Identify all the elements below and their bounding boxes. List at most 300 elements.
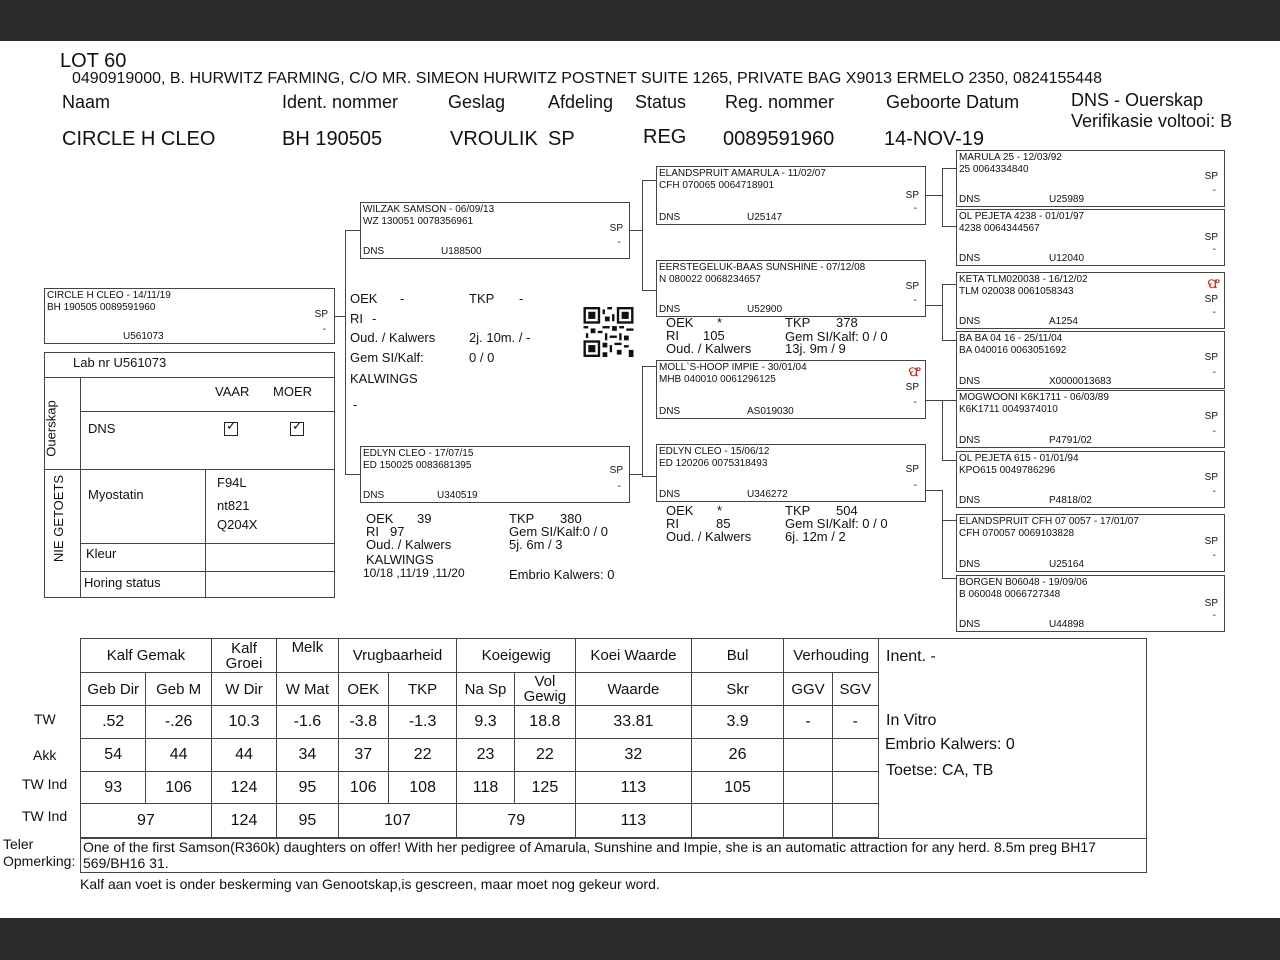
great-grandparent-box bbox=[956, 209, 1225, 266]
box-title: BORGEN B06048 - 19/09/06 bbox=[959, 577, 1088, 588]
box-dns: DNS bbox=[659, 489, 681, 500]
myostatin-label: Myostatin bbox=[88, 487, 144, 502]
box-ids: BH 190505 0089591960 bbox=[47, 302, 156, 313]
stat-label: OEK bbox=[666, 315, 694, 330]
box-sp: SP bbox=[905, 464, 919, 475]
stat-label: OEK bbox=[366, 511, 394, 526]
twind2-cell: 97 bbox=[81, 804, 212, 838]
box-sp: SP bbox=[314, 309, 328, 320]
stat-label: Gem SI/Kalf: bbox=[350, 350, 424, 365]
stat-value: 380 bbox=[560, 511, 582, 526]
extra-info-box bbox=[878, 638, 1147, 839]
remark-text: One of the first Samson(R360k) daughters on offer! With her pedigree of Amarula, Sunshine and Impie, she is an automatic attraction for any herd. 8.5m preg BH17 569/BH16 31. bbox=[83, 839, 1096, 871]
tw-cell: .52 bbox=[81, 706, 146, 739]
box-dns: DNS bbox=[959, 253, 981, 264]
connector bbox=[942, 400, 956, 401]
great-grandparent-box bbox=[956, 575, 1225, 632]
tw-cell: -1.3 bbox=[388, 706, 456, 739]
box-code: U188500 bbox=[441, 246, 482, 257]
row-label: TW bbox=[34, 711, 56, 727]
connector bbox=[942, 520, 956, 521]
box-ids: K6K1711 0049374010 bbox=[959, 404, 1058, 415]
twind-cell bbox=[784, 772, 832, 804]
remark-box bbox=[80, 838, 1147, 873]
connector bbox=[629, 474, 643, 475]
box-ids: 25 0064334840 bbox=[959, 164, 1029, 175]
connector bbox=[642, 366, 643, 476]
box-code: P4818/02 bbox=[1049, 495, 1092, 506]
sub-header: GGV bbox=[784, 673, 832, 706]
stat-value: 0 / 0 bbox=[469, 350, 495, 365]
box-dash: - bbox=[913, 397, 917, 408]
group-header-text: Kalf Groei bbox=[225, 639, 263, 672]
stat-value: - bbox=[400, 291, 405, 306]
box-code: X0000013683 bbox=[1049, 376, 1112, 387]
connector bbox=[345, 230, 346, 474]
moer-label: MOER bbox=[273, 384, 312, 399]
connector bbox=[345, 230, 361, 231]
divider bbox=[80, 377, 81, 597]
connector bbox=[345, 474, 361, 475]
dns-label: DNS bbox=[88, 421, 116, 436]
box-dns: DNS bbox=[959, 316, 981, 327]
sub-header: OEK bbox=[338, 673, 388, 706]
box-sp: SP bbox=[1204, 598, 1218, 609]
stat-label: Oud. / Kalwers bbox=[666, 529, 752, 544]
box-dns: DNS bbox=[659, 406, 681, 417]
box-dash: - bbox=[1212, 307, 1216, 318]
twind-cell: 125 bbox=[514, 772, 575, 804]
akk-cell: 22 bbox=[388, 739, 456, 772]
dam-box bbox=[360, 446, 630, 503]
box-ids: 4238 0064344567 bbox=[959, 223, 1040, 234]
akk-cell: 44 bbox=[211, 739, 276, 772]
sub-header: W Mat bbox=[277, 673, 338, 706]
box-dns: DNS bbox=[363, 246, 385, 257]
twind2-cell: 124 bbox=[211, 804, 276, 838]
great-grandparent-box bbox=[956, 390, 1225, 448]
tw-cell: 10.3 bbox=[211, 706, 276, 739]
kalwings-label: KALWINGS bbox=[366, 552, 434, 567]
stat-label: RI bbox=[666, 328, 679, 343]
animal-ident: BH 190505 bbox=[282, 128, 383, 150]
header-afdeling: Afdeling bbox=[548, 92, 614, 112]
sub-header: W Dir bbox=[211, 673, 276, 706]
box-ids: B 060048 0066727348 bbox=[959, 589, 1061, 600]
box-ids: TLM 020038 0061058343 bbox=[959, 286, 1074, 297]
box-code: U25164 bbox=[1049, 559, 1085, 570]
seller-info: 0490919000, B. HURWITZ FARMING, C/O MR. SIMEON HURWITZ POSTNET SUITE 1265, PRIVATE BAG X9013 ERMELO 2350, 0824155448 bbox=[72, 70, 1102, 87]
myostatin-value: F94L bbox=[217, 475, 247, 490]
box-dns: DNS bbox=[959, 376, 981, 387]
top-bar bbox=[0, 0, 1280, 41]
akk-cell: 44 bbox=[146, 739, 211, 772]
great-grandparent-box bbox=[956, 331, 1225, 389]
group-header bbox=[211, 639, 276, 673]
stat-value: - bbox=[519, 291, 524, 306]
twind2-cell: 79 bbox=[457, 804, 576, 838]
embrio-kalwers: Embrio Kalwers: 0 bbox=[509, 567, 615, 582]
twind-cell: 93 bbox=[81, 772, 146, 804]
row-label: TW Ind bbox=[22, 776, 68, 792]
stat-label: OEK bbox=[350, 291, 378, 306]
stat-value: 39 bbox=[417, 511, 432, 526]
box-dash: - bbox=[1212, 185, 1216, 196]
header-ident: Ident. nommer bbox=[282, 92, 399, 112]
twind-cell: 118 bbox=[457, 772, 514, 804]
stat-value: Gem SI/Kalf: 0 / 0 bbox=[785, 329, 888, 344]
performance-table bbox=[80, 638, 879, 838]
grandparent-box bbox=[656, 360, 926, 419]
tw-cell: -.26 bbox=[146, 706, 211, 739]
group-header: Koeigewig bbox=[457, 639, 576, 673]
tw-cell: 18.8 bbox=[514, 706, 575, 739]
group-header: Melk bbox=[277, 639, 338, 673]
box-code: U25147 bbox=[747, 212, 783, 223]
stat-value: - bbox=[372, 311, 377, 326]
empty-cell bbox=[691, 804, 784, 838]
stat-value: 13j. 9m / 9 bbox=[785, 341, 846, 356]
box-dns: DNS bbox=[959, 495, 981, 506]
kalwings-value: - bbox=[353, 397, 358, 412]
vaar-label: VAAR bbox=[215, 384, 250, 399]
box-ids: WZ 130051 0078356961 bbox=[363, 216, 474, 227]
box-ids: ED 120206 0075318493 bbox=[659, 458, 768, 469]
tw-cell: - bbox=[784, 706, 832, 739]
box-title: EDLYN CLEO - 17/07/15 bbox=[363, 448, 474, 459]
connector bbox=[642, 180, 657, 181]
box-sp: SP bbox=[905, 281, 919, 292]
box-title: MOGWOONI K6K1711 - 06/03/89 bbox=[959, 392, 1109, 403]
connector bbox=[925, 305, 943, 306]
tw-cell: 33.81 bbox=[576, 706, 692, 739]
in-vitro-text: In Vitro bbox=[886, 712, 937, 729]
connector bbox=[942, 284, 943, 340]
grandparent-box bbox=[656, 166, 926, 225]
stat-label: Oud. / Kalwers bbox=[666, 341, 752, 356]
animal-reg: 0089591960 bbox=[723, 128, 835, 150]
vaar-dns-checkbox bbox=[224, 422, 238, 436]
stat-value: 378 bbox=[836, 315, 858, 330]
box-sp: SP bbox=[609, 223, 623, 234]
sub-header: SGV bbox=[832, 673, 878, 706]
box-sp: SP bbox=[1204, 536, 1218, 547]
stat-value: 2j. 10m. / - bbox=[469, 330, 531, 345]
box-title: ELANDSPRUIT AMARULA - 11/02/07 bbox=[659, 168, 826, 179]
stat-value: 97 bbox=[390, 524, 405, 539]
akk-cell: 32 bbox=[576, 739, 692, 772]
divider bbox=[205, 469, 206, 597]
lab-test-box bbox=[44, 352, 335, 598]
stat-value: * bbox=[717, 315, 723, 330]
box-dns: DNS bbox=[959, 435, 981, 446]
stat-label: TKP bbox=[469, 291, 495, 306]
box-code: U44898 bbox=[1049, 619, 1085, 630]
stat-label: OEK bbox=[666, 503, 694, 518]
sub-header: Geb M bbox=[146, 673, 211, 706]
akk-cell: 54 bbox=[81, 739, 146, 772]
box-title: MOLL`S-HOOP IMPIE - 30/01/04 bbox=[659, 362, 807, 373]
sub-header: Skr bbox=[691, 673, 784, 706]
box-title: WILZAK SAMSON - 06/09/13 bbox=[363, 204, 495, 215]
box-sp: SP bbox=[1204, 411, 1218, 422]
box-sp: SP bbox=[1204, 232, 1218, 243]
connector bbox=[942, 490, 943, 522]
box-ids: BA 040016 0063051692 bbox=[959, 345, 1067, 356]
box-sp: SP bbox=[609, 465, 623, 476]
inent-text: Inent. - bbox=[886, 648, 936, 665]
divider bbox=[80, 543, 334, 544]
connector bbox=[942, 226, 956, 227]
qr-code-icon bbox=[582, 307, 635, 357]
stat-label: TKP bbox=[785, 315, 811, 330]
box-ids: N 080022 0068234657 bbox=[659, 274, 761, 285]
box-code: U561073 bbox=[123, 331, 164, 342]
box-ids: CFH 070057 0069103828 bbox=[959, 528, 1075, 539]
box-dash: - bbox=[322, 324, 326, 335]
sub-header: Geb Dir bbox=[81, 673, 146, 706]
sub-header: Waarde bbox=[576, 673, 692, 706]
grandparent-box bbox=[656, 444, 926, 502]
box-ids: CFH 070065 0064718901 bbox=[659, 180, 775, 191]
box-sp: SP bbox=[905, 382, 919, 393]
box-dash: - bbox=[1212, 426, 1216, 437]
box-code: U25989 bbox=[1049, 194, 1085, 205]
connector bbox=[642, 180, 643, 290]
box-sp: SP bbox=[905, 190, 919, 201]
stat-label: RI bbox=[366, 524, 379, 539]
kalwings-value: 10/18 ,11/19 ,11/20 bbox=[363, 566, 465, 580]
box-dash: - bbox=[617, 237, 621, 248]
connector bbox=[925, 195, 943, 196]
akk-cell bbox=[784, 739, 832, 772]
stat-value: * bbox=[717, 503, 723, 518]
stat-label: TKP bbox=[785, 503, 811, 518]
box-dash: - bbox=[913, 480, 917, 491]
connector bbox=[942, 168, 956, 169]
header-geboorte: Geboorte Datum bbox=[886, 92, 1020, 112]
animal-geslag: VROULIK bbox=[450, 128, 538, 150]
group-header: Vrugbaarheid bbox=[338, 639, 457, 673]
box-code: U340519 bbox=[437, 490, 478, 501]
tw-cell: -1.6 bbox=[277, 706, 338, 739]
box-dns: DNS bbox=[959, 559, 981, 570]
ouerskap-vertical-label: Ouerskap bbox=[43, 400, 59, 457]
connector bbox=[629, 230, 643, 231]
row-label: TW Ind bbox=[22, 808, 68, 824]
header-geslag: Geslag bbox=[448, 92, 506, 112]
tw-cell: - bbox=[832, 706, 878, 739]
connector bbox=[942, 168, 943, 226]
myostatin-value: Q204X bbox=[217, 517, 258, 532]
box-sp: SP bbox=[1204, 294, 1218, 305]
sub-header bbox=[514, 673, 575, 706]
great-grandparent-box bbox=[956, 514, 1225, 572]
box-title: KETA TLM020038 - 16/12/02 bbox=[959, 274, 1088, 285]
opmerking-label: Opmerking: bbox=[3, 853, 76, 869]
stat-label: RI bbox=[666, 516, 679, 531]
moer-dns-checkbox bbox=[290, 422, 304, 436]
box-dash: - bbox=[617, 481, 621, 492]
connector bbox=[942, 578, 956, 579]
box-code: P4791/02 bbox=[1049, 435, 1092, 446]
group-header: Bul bbox=[691, 639, 784, 673]
stat-value: 5j. 6m / 3 bbox=[509, 537, 563, 552]
connector bbox=[942, 520, 943, 578]
tw-cell: 9.3 bbox=[457, 706, 514, 739]
box-code: A1254 bbox=[1049, 316, 1078, 327]
header-reg: Reg. nommer bbox=[725, 92, 835, 112]
box-ids: ED 150025 0083681395 bbox=[363, 460, 472, 471]
divider bbox=[45, 469, 334, 470]
connector bbox=[642, 290, 657, 291]
box-dns: DNS bbox=[363, 490, 385, 501]
box-sp: SP bbox=[1204, 352, 1218, 363]
box-dash: - bbox=[1212, 550, 1216, 561]
box-title: CIRCLE H CLEO - 14/11/19 bbox=[47, 290, 171, 301]
box-code: AS019030 bbox=[747, 406, 794, 417]
twind-cell: 124 bbox=[211, 772, 276, 804]
stat-value: Gem SI/Kalf: 0 / 0 bbox=[785, 516, 888, 531]
divider bbox=[45, 377, 334, 378]
animal-naam: CIRCLE H CLEO bbox=[62, 128, 216, 150]
connector bbox=[642, 476, 657, 477]
stat-label: Oud. / Kalwers bbox=[366, 537, 452, 552]
header-naam: Naam bbox=[62, 92, 111, 112]
sub-header: TKP bbox=[388, 673, 456, 706]
box-dns: DNS bbox=[959, 194, 981, 205]
box-dns: DNS bbox=[959, 619, 981, 630]
great-grandparent-box bbox=[956, 272, 1225, 329]
twind-cell: 113 bbox=[576, 772, 692, 804]
twind-cell bbox=[832, 772, 878, 804]
box-dns: DNS bbox=[659, 304, 681, 315]
divider bbox=[80, 411, 334, 412]
box-sp: SP bbox=[1204, 472, 1218, 483]
empty-cell bbox=[784, 804, 832, 838]
connector bbox=[925, 400, 943, 401]
box-dash: - bbox=[913, 295, 917, 306]
akk-cell: 22 bbox=[514, 739, 575, 772]
animal-afdeling: SP bbox=[548, 128, 575, 150]
stat-label: TKP bbox=[509, 511, 535, 526]
box-dash: - bbox=[1212, 244, 1216, 255]
group-header: Koei Waarde bbox=[576, 639, 692, 673]
great-grandparent-box bbox=[956, 451, 1225, 508]
tw-cell: -3.8 bbox=[338, 706, 388, 739]
twind-cell: 106 bbox=[338, 772, 388, 804]
box-code: U12040 bbox=[1049, 253, 1085, 264]
grandparent-box bbox=[656, 260, 926, 317]
kalwings-label: KALWINGS bbox=[350, 371, 418, 386]
horing-label: Horing status bbox=[84, 575, 161, 590]
box-dash: - bbox=[1212, 486, 1216, 497]
lot-number: LOT 60 bbox=[60, 50, 127, 72]
footer-note: Kalf aan voet is onder beskerming van Genootskap,is gescreen, maar moet nog gekeur word. bbox=[80, 876, 660, 892]
animal-pedigree-box bbox=[44, 288, 335, 344]
empty-cell bbox=[832, 804, 878, 838]
box-dns: DNS bbox=[659, 212, 681, 223]
twind-cell: 108 bbox=[388, 772, 456, 804]
divider bbox=[80, 571, 334, 572]
akk-cell bbox=[832, 739, 878, 772]
box-sp: SP bbox=[1204, 171, 1218, 182]
header-status: Status bbox=[635, 92, 687, 112]
connector bbox=[942, 284, 956, 285]
akk-cell: 37 bbox=[338, 739, 388, 772]
row-label: Akk bbox=[33, 747, 57, 763]
sub-header: Na Sp bbox=[457, 673, 514, 706]
group-header: Verhouding bbox=[784, 639, 879, 673]
stat-value: 105 bbox=[703, 328, 725, 343]
group-header: Kalf Gemak bbox=[81, 639, 212, 673]
teler-label: Teler bbox=[3, 836, 34, 852]
akk-cell: 26 bbox=[691, 739, 784, 772]
stat-value: Gem SI/Kalf:0 / 0 bbox=[509, 524, 608, 539]
box-title: EERSTEGELUK-BAAS SUNSHINE - 07/12/08 bbox=[659, 262, 866, 273]
header-verifikasie: Verifikasie voltooi: B bbox=[1071, 111, 1233, 131]
great-grandparent-box bbox=[956, 150, 1225, 207]
twind-cell: 105 bbox=[691, 772, 784, 804]
tw-cell: 3.9 bbox=[691, 706, 784, 739]
stat-value: 6j. 12m / 2 bbox=[785, 529, 846, 544]
twind2-cell: 95 bbox=[277, 804, 338, 838]
box-title: ELANDSPRUIT CFH 07 0057 - 17/01/07 bbox=[959, 516, 1139, 527]
twind-cell: 95 bbox=[277, 772, 338, 804]
animal-geboorte: 14-NOV-19 bbox=[884, 128, 985, 150]
connector bbox=[942, 340, 956, 341]
connector bbox=[925, 490, 943, 491]
nie-getoets-vertical-label: NIE GETOETS bbox=[51, 474, 67, 563]
animal-status: REG bbox=[643, 126, 687, 148]
akk-cell: 34 bbox=[277, 739, 338, 772]
twind2-cell: 113 bbox=[576, 804, 692, 838]
kleur-label: Kleur bbox=[86, 546, 117, 561]
box-title: OL PEJETA 4238 - 01/01/97 bbox=[959, 211, 1085, 222]
bottom-bar bbox=[0, 918, 1280, 960]
box-title: EDLYN CLEO - 15/06/12 bbox=[659, 446, 770, 457]
twind-cell: 106 bbox=[146, 772, 211, 804]
toetse-text: Toetse: CA, TB bbox=[886, 762, 994, 779]
sire-box bbox=[360, 202, 630, 259]
box-code: U346272 bbox=[747, 489, 788, 500]
box-title: BA BA 04 16 - 25/11/04 bbox=[959, 333, 1063, 344]
box-dash: - bbox=[1212, 367, 1216, 378]
connector bbox=[942, 460, 956, 461]
stat-value: 85 bbox=[716, 516, 731, 531]
registry-logo-icon: ଫ bbox=[1207, 276, 1220, 291]
header-dns: DNS - Ouerskap bbox=[1071, 90, 1204, 110]
embrio-text: Embrio Kalwers: 0 bbox=[885, 736, 1015, 753]
stat-label: Oud. / Kalwers bbox=[350, 330, 436, 345]
box-ids: MHB 040010 0061296125 bbox=[659, 374, 776, 385]
box-ids: KPO615 0049786296 bbox=[959, 465, 1056, 476]
box-dash: - bbox=[913, 203, 917, 214]
registry-logo-icon: ଫ bbox=[908, 364, 921, 379]
connector bbox=[942, 400, 943, 460]
box-code: U52900 bbox=[747, 304, 783, 315]
sub-header-text: Vol Gewig bbox=[523, 673, 567, 705]
stat-value: 504 bbox=[836, 503, 858, 518]
box-dash: - bbox=[1212, 610, 1216, 621]
myostatin-value: nt821 bbox=[217, 498, 250, 513]
box-title: OL PEJETA 615 - 01/01/94 bbox=[959, 453, 1079, 464]
connector bbox=[642, 366, 657, 367]
akk-cell: 23 bbox=[457, 739, 514, 772]
stat-label: RI bbox=[350, 311, 363, 326]
box-title: MARULA 25 - 12/03/92 bbox=[959, 152, 1062, 163]
twind2-cell: 107 bbox=[338, 804, 457, 838]
